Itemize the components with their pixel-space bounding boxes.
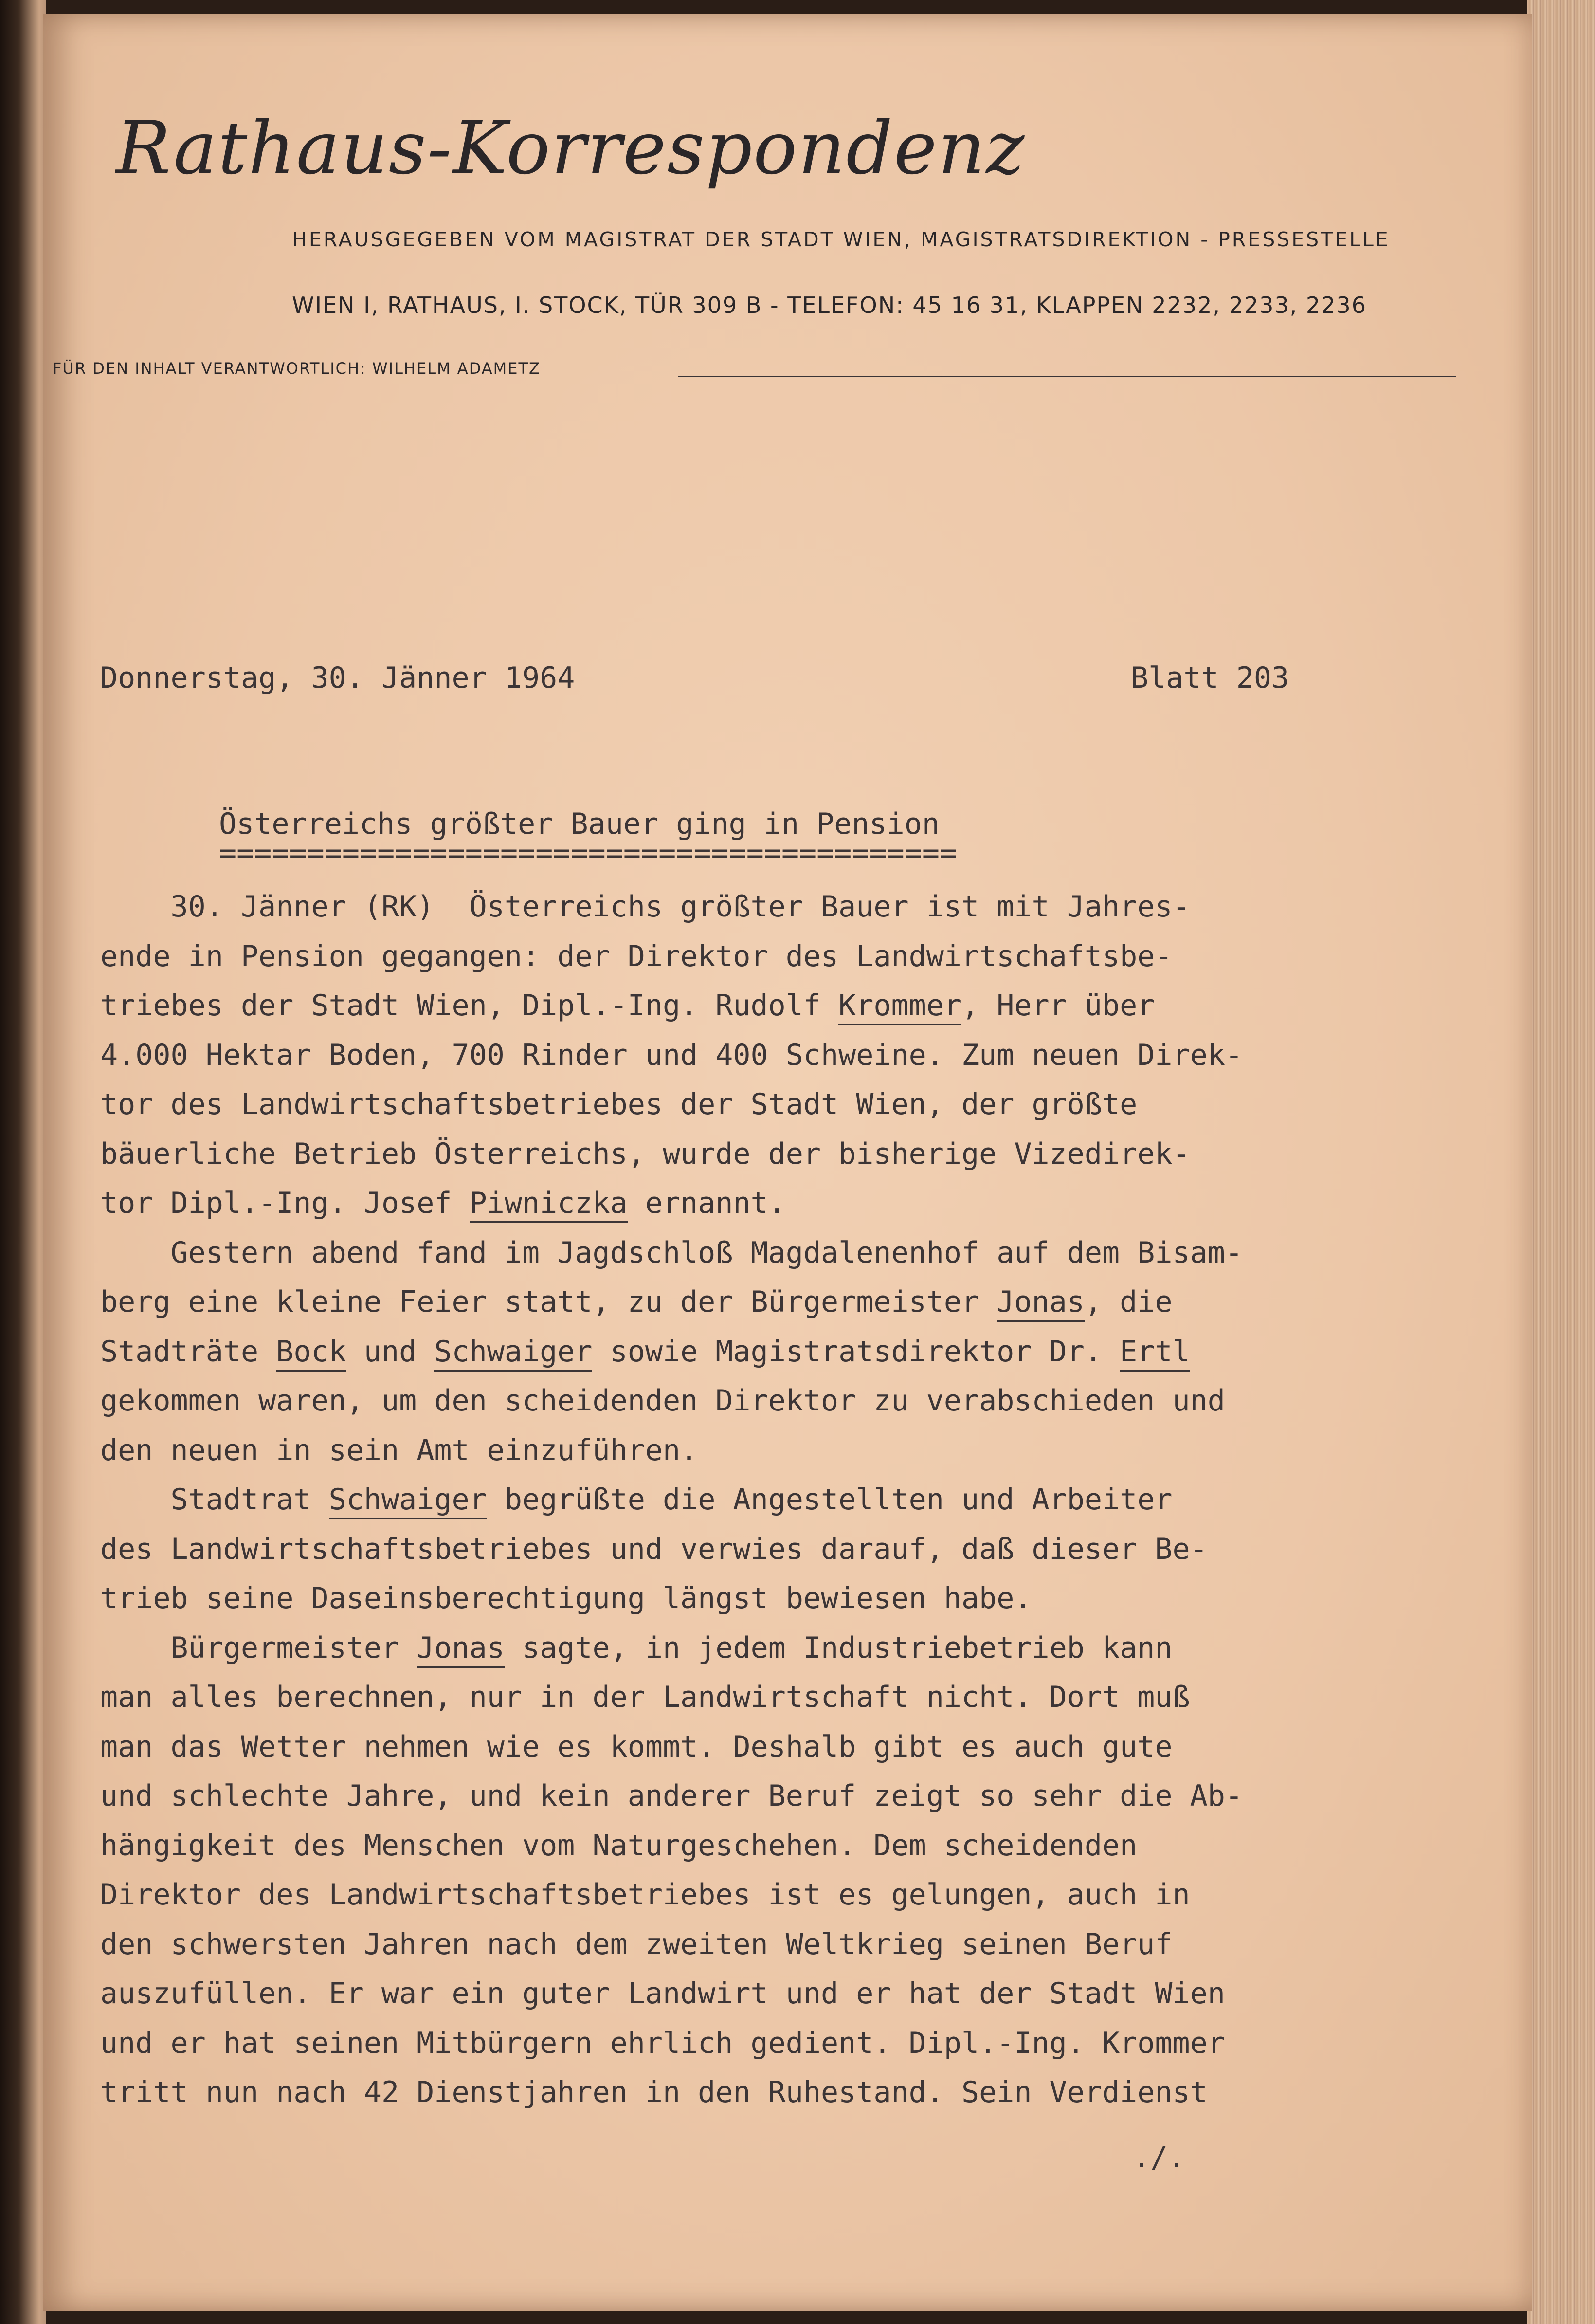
body-line: den schwersten Jahren nach dem zweiten Weltkrieg seinen Beruf (100, 1927, 1173, 1961)
underlined-name: Bock (276, 1335, 346, 1372)
page-edges (1527, 0, 1595, 2324)
body-line: ende in Pension gegangen: der Direktor des Landwirtschaftsbe- (100, 939, 1173, 973)
article-headline: Österreichs größter Bauer ging in Pension (219, 807, 940, 841)
masthead-title: Rathaus-Korrespondenz (116, 106, 1026, 191)
body-line: tor des Landwirtschaftsbetriebes der Stadt Wien, der größte (100, 1087, 1138, 1121)
body-line: 4.000 Hektar Boden, 700 Rinder und 400 Schweine. Zum neuen Direk- (100, 1038, 1243, 1072)
body-line: den neuen in sein Amt einzuführen. (100, 1433, 698, 1467)
body-line: trieb seine Daseinsberechtigung längst bewiesen habe. (100, 1581, 1032, 1615)
underlined-name: Schwaiger (329, 1482, 487, 1519)
dateline: Donnerstag, 30. Jänner 1964 (100, 661, 575, 695)
continuation-mark: ./. (1133, 2141, 1186, 2175)
masthead-address: WIEN I, RATHAUS, I. STOCK, TÜR 309 B - TELEFON: 45 16 31, KLAPPEN 2232, 2233, 2236 (292, 292, 1367, 318)
sheet-number: Blatt 203 (1131, 661, 1289, 695)
underlined-name: Ertl (1120, 1335, 1190, 1372)
body-line: bäuerliche Betrieb Österreichs, wurde der bisherige Vizedirek- (100, 1136, 1190, 1171)
body-line: Bürgermeister Jonas sagte, in jedem Industriebetrieb kann (100, 1631, 1173, 1665)
masthead-rule (678, 376, 1456, 377)
body-line: 30. Jänner (RK) Österreichs größter Bauer ist mit Jahres- (100, 890, 1190, 924)
document-page (43, 14, 1532, 2311)
body-line: tritt nun nach 42 Dienstjahren in den Ruhestand. Sein Verdienst (100, 2075, 1208, 2109)
body-line: und schlechte Jahre, und kein anderer Beruf zeigt so sehr die Ab- (100, 1779, 1243, 1813)
underlined-name: Piwniczka (470, 1186, 628, 1223)
body-line: gekommen waren, um den scheidenden Direktor zu verabschieden und (100, 1384, 1225, 1418)
masthead-publisher: HERAUSGEGEBEN VOM MAGISTRAT DER STADT WIEN, MAGISTRATSDIREKTION - PRESSESTELLE (292, 228, 1390, 251)
body-line: Gestern abend fand im Jagdschloß Magdalenenhof auf dem Bisam- (100, 1235, 1243, 1270)
body-line: triebes der Stadt Wien, Dipl.-Ing. Rudolf Krommer, Herr über (100, 988, 1155, 1023)
underlined-name: Jonas (417, 1631, 505, 1668)
underlined-name: Jonas (997, 1285, 1085, 1322)
body-line: man das Wetter nehmen wie es kommt. Deshalb gibt es auch gute (100, 1729, 1173, 1764)
body-line: des Landwirtschaftsbetriebes und verwies darauf, daß dieser Be- (100, 1532, 1208, 1566)
body-line: Stadtrat Schwaiger begrüßte die Angestellten und Arbeiter (100, 1482, 1173, 1517)
body-line: auszufüllen. Er war ein guter Landwirt und er hat der Stadt Wien (100, 1976, 1225, 2011)
body-line: hängigkeit des Menschen vom Naturgeschehen. Dem scheidenden (100, 1828, 1138, 1863)
underlined-name: Schwaiger (434, 1335, 592, 1372)
body-line: man alles berechnen, nur in der Landwirtschaft nicht. Dort muß (100, 1680, 1190, 1714)
body-line: und er hat seinen Mitbürgern ehrlich gedient. Dipl.-Ing. Krommer (100, 2026, 1225, 2060)
body-line: berg eine kleine Feier statt, zu der Bürgermeister Jonas, die (100, 1285, 1173, 1319)
headline-double-rule: ========================================== (219, 836, 958, 870)
underlined-name: Krommer (838, 988, 961, 1025)
book-binding (0, 0, 46, 2324)
masthead-responsible: FÜR DEN INHALT VERANTWORTLICH: WILHELM ADAMETZ (53, 359, 541, 378)
body-line: tor Dipl.-Ing. Josef Piwniczka ernannt. (100, 1186, 786, 1220)
body-line: Stadträte Bock und Schwaiger sowie Magistratsdirektor Dr. Ertl (100, 1335, 1190, 1369)
body-line: Direktor des Landwirtschaftsbetriebes ist es gelungen, auch in (100, 1878, 1190, 1912)
